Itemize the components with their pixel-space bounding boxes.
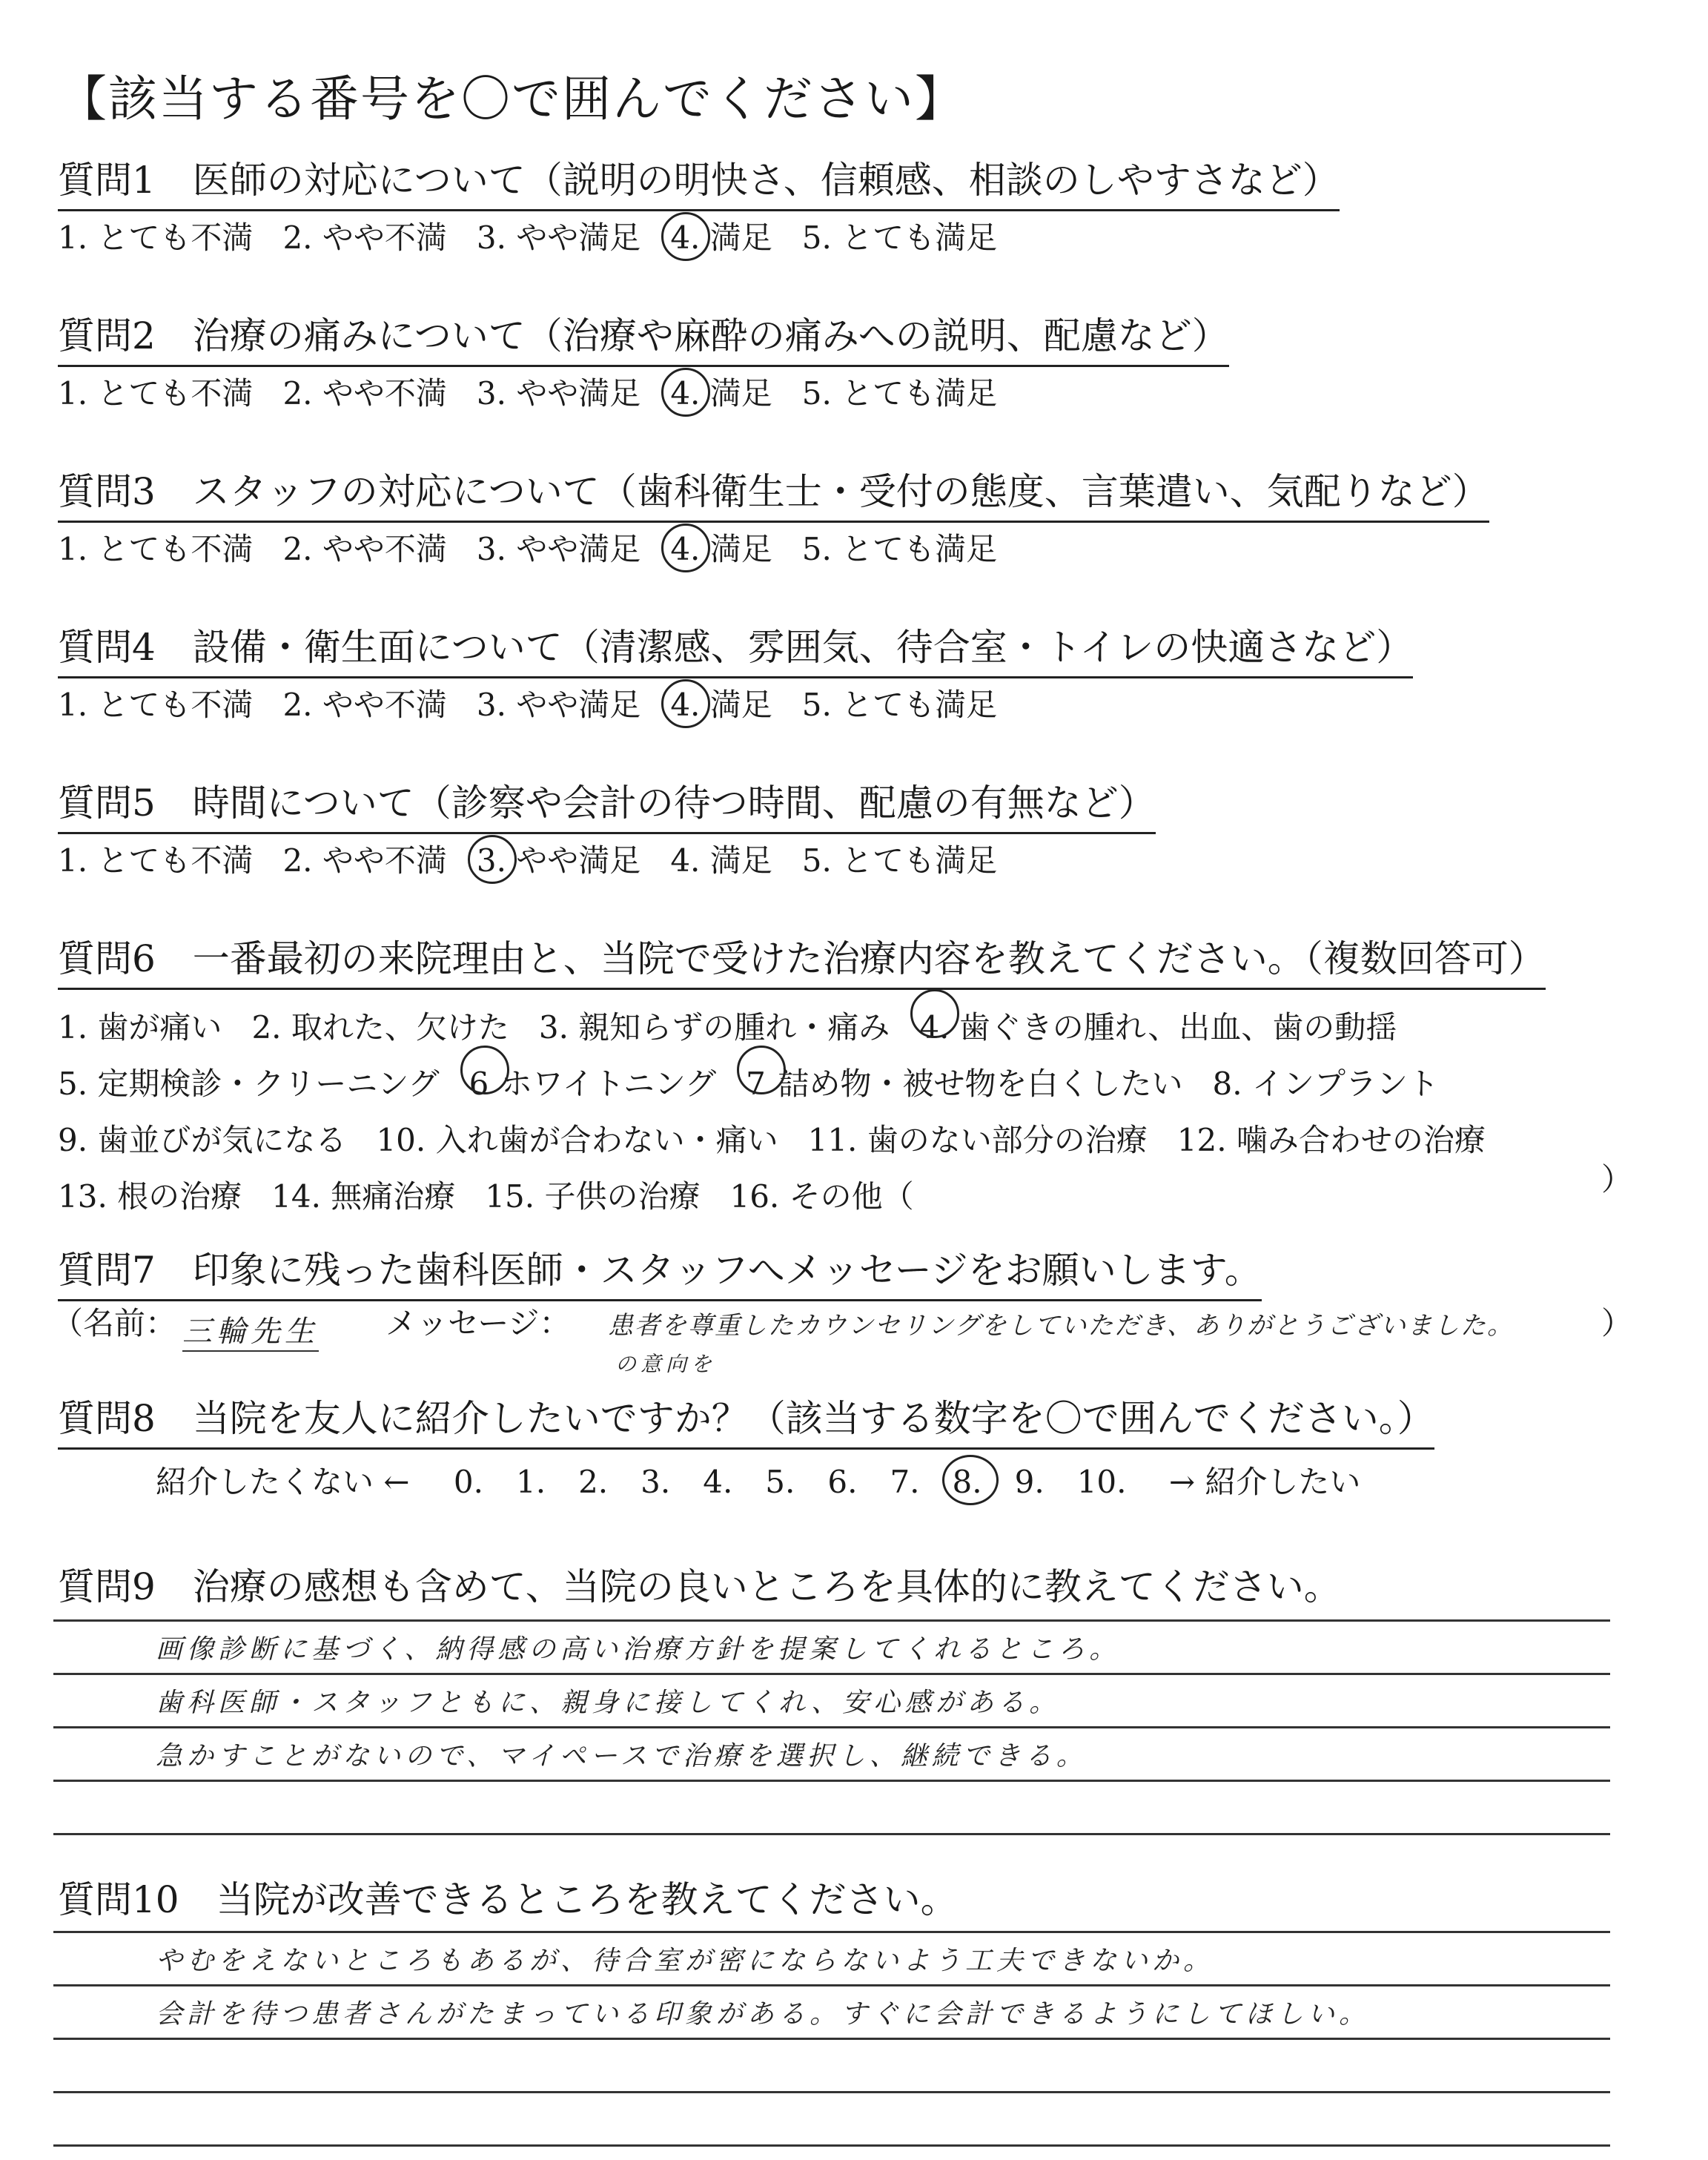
option-label: 満足 <box>700 842 772 879</box>
option-label: 無痛治療 <box>320 1178 456 1215</box>
option-number: 2. <box>282 687 313 723</box>
option[interactable] <box>539 1000 890 1056</box>
option-number: 4. <box>919 1000 949 1056</box>
q9-line <box>53 1673 1610 1675</box>
option-number: 3. <box>476 219 506 256</box>
option-label: 歯が痛い <box>87 1009 222 1046</box>
q10-line <box>53 1931 1610 1933</box>
q7-message-label: メッセージ： <box>385 1305 571 1341</box>
selection-circle <box>942 1455 999 1505</box>
option-number: 12. <box>1176 1122 1227 1158</box>
q9-answer-3: 急かすことがないので、マイペースで治療を選択し、継続できる。 <box>156 1741 1088 1771</box>
option-label: 噛み合わせの治療 <box>1226 1122 1486 1158</box>
option-label: やや満足 <box>506 842 641 879</box>
q1-options <box>58 219 1027 256</box>
option[interactable] <box>476 375 641 412</box>
option-number: 14. <box>271 1178 321 1215</box>
option[interactable] <box>58 1169 242 1225</box>
q9-answer-2: 歯科医師・スタッフともに、親身に接してくれ、安心感がある。 <box>156 1688 1061 1718</box>
option-label: 取れた、欠けた <box>281 1009 509 1046</box>
option-number: 5. <box>801 687 832 723</box>
option-label: 詰め物・被せ物を白くしたい <box>768 1066 1183 1102</box>
q7-message-insert: の意向を <box>615 1352 717 1376</box>
q9-line <box>53 1780 1610 1782</box>
option-number: 16. <box>729 1178 780 1215</box>
option-label: 満足 <box>700 687 772 723</box>
option-number: 3. <box>476 531 506 567</box>
option-label: とても満足 <box>831 219 998 256</box>
q8-scale-value[interactable]: 0. <box>453 1464 483 1500</box>
option-number: 2. <box>282 531 313 567</box>
option[interactable] <box>801 375 998 412</box>
option-label: インプラント <box>1242 1066 1439 1102</box>
q5-options <box>58 842 1027 879</box>
option-number: 2. <box>282 219 313 256</box>
q10-heading: 質問10 当院が改善できるところを教えてください。 <box>58 1878 958 1921</box>
q8-scale-value[interactable]: 4. <box>703 1464 733 1500</box>
option-label: とても満足 <box>831 687 998 723</box>
option-label: やや不満 <box>312 687 447 723</box>
q3-heading: 質問3 スタッフの対応について（歯科衛生士・受付の態度、言葉遣い、気配りなど） <box>58 473 1489 523</box>
option[interactable] <box>801 531 998 567</box>
q8-scale-value[interactable]: 10. <box>1076 1464 1127 1500</box>
option-number: 3. <box>476 687 506 723</box>
q4-options <box>58 687 1027 723</box>
option-selected[interactable] <box>476 842 641 879</box>
option-number: 5. <box>801 219 832 256</box>
option-label: 満足 <box>700 375 772 412</box>
option-label: 定期検診・クリーニング <box>87 1066 440 1102</box>
q9-line <box>53 1619 1610 1622</box>
option[interactable] <box>801 219 998 256</box>
option-label: 歯のない部分の治療 <box>857 1122 1148 1158</box>
option-number: 7 <box>746 1056 768 1112</box>
option-label: やや満足 <box>506 687 641 723</box>
option-number: 2. <box>282 375 313 412</box>
q7-name-value: 三輪先生 <box>182 1308 319 1352</box>
q7-message-value: 患者を尊重したカウンセリングをしていただき、ありがとうございました。 <box>608 1311 1514 1341</box>
option-label: とても満足 <box>831 842 998 879</box>
q7-close-paren: ） <box>1601 1305 1633 1341</box>
option[interactable] <box>58 531 254 567</box>
option[interactable] <box>476 219 641 256</box>
option-number: 8. <box>1212 1066 1242 1102</box>
option[interactable] <box>282 531 447 567</box>
option-number: 5. <box>801 375 832 412</box>
option-label: 満足 <box>700 531 772 567</box>
option-number: 5. <box>801 531 832 567</box>
option-number: 10. <box>376 1122 426 1158</box>
q6-close-paren: ） <box>1601 1161 1633 1198</box>
option-label: とても不満 <box>87 375 254 412</box>
q8-scale-value[interactable]: 7. <box>890 1464 920 1500</box>
q6-options <box>58 1000 1515 1225</box>
q9-line <box>53 1726 1610 1728</box>
q8-scale-value[interactable]: 2. <box>578 1464 609 1500</box>
option-label: やや不満 <box>312 219 447 256</box>
option-label: 子供の治療 <box>534 1178 701 1215</box>
q10-line <box>53 2144 1610 2147</box>
option[interactable] <box>282 687 447 723</box>
q10-line <box>53 2091 1610 2093</box>
option-label: やや不満 <box>312 531 447 567</box>
option[interactable] <box>729 1169 913 1225</box>
q7-name-label: （名前： <box>52 1305 177 1341</box>
page-title: 【該当する番号を〇で囲んでください】 <box>58 70 965 128</box>
option-label: とても不満 <box>87 219 254 256</box>
option-label: やや満足 <box>506 531 641 567</box>
option-label: やや満足 <box>506 375 641 412</box>
option-number: 4. <box>670 219 701 256</box>
q6-option-row <box>58 1000 1515 1056</box>
q3-options <box>58 531 1027 567</box>
option-number: 1. <box>58 842 88 879</box>
option-number: 4. <box>670 375 701 412</box>
option[interactable] <box>801 842 998 879</box>
option[interactable] <box>376 1112 778 1169</box>
q10-line <box>53 2038 1610 2040</box>
option-label: とても満足 <box>831 531 998 567</box>
option[interactable] <box>271 1169 455 1225</box>
option-number: 1. <box>58 375 88 412</box>
option-number: 3. <box>476 375 506 412</box>
option-label: やや満足 <box>506 219 641 256</box>
option-selected[interactable] <box>670 531 772 567</box>
q8-scale-value[interactable]: 6. <box>827 1464 858 1500</box>
option-number: 3. <box>476 842 506 879</box>
q6-heading: 質問6 一番最初の来院理由と、当院で受けた治療内容を教えてください。（複数回答可） <box>58 940 1546 990</box>
q8-scale-value[interactable]: 9. <box>1014 1464 1045 1500</box>
option-number: 4. <box>670 531 701 567</box>
option-number: 9. <box>58 1122 88 1158</box>
option-number: 5. <box>58 1066 88 1102</box>
q8-scale-row <box>156 1458 1360 1502</box>
option-selected[interactable] <box>670 375 772 412</box>
option[interactable] <box>282 842 447 879</box>
option[interactable] <box>58 1000 222 1056</box>
option-label: ホワイトニング <box>491 1066 717 1102</box>
option-number: 2. <box>251 1009 282 1046</box>
option[interactable] <box>58 219 254 256</box>
option-number: 1. <box>58 687 88 723</box>
q8-scale-value[interactable]: 5. <box>765 1464 795 1500</box>
option-label: 歯ぐきの腫れ、出血、歯の動揺 <box>949 1009 1397 1046</box>
option-selected[interactable] <box>670 219 772 256</box>
option-number: 1. <box>58 531 88 567</box>
q9-line <box>53 1833 1610 1835</box>
option-number: 4. <box>670 687 701 723</box>
option-number: 11. <box>807 1122 858 1158</box>
q8-scale-value[interactable]: 3. <box>640 1464 671 1500</box>
option-selected[interactable] <box>670 687 772 723</box>
q8-right-label: → 紹介したい <box>1168 1464 1361 1500</box>
q2-options <box>58 375 1027 412</box>
option-label: やや不満 <box>312 375 447 412</box>
q6-option-row <box>58 1169 1515 1225</box>
option[interactable] <box>282 219 447 256</box>
q9-heading: 質問9 治療の感想も含めて、当院の良いところを具体的に教えてください。 <box>58 1565 1341 1608</box>
option-number: 1. <box>58 1009 88 1046</box>
q10-answer-2: 会計を待つ患者さんがたまっている印象がある。すぐに会計できるようにしてほしい。 <box>156 1999 1371 2029</box>
option[interactable] <box>251 1000 509 1056</box>
option-number: 15. <box>485 1178 535 1215</box>
option[interactable] <box>58 1112 346 1169</box>
option[interactable] <box>801 687 998 723</box>
q9-answer-1: 画像診断に基づく、納得感の高い治療方針を提案してくれるところ。 <box>156 1634 1121 1665</box>
q10-line <box>53 1984 1610 1986</box>
option[interactable] <box>1213 1056 1439 1112</box>
option-label: 入れ歯が合わない・痛い <box>426 1122 778 1158</box>
q8-scale-value[interactable]: 1. <box>515 1464 546 1500</box>
option[interactable] <box>58 1056 440 1112</box>
option-label: 歯並びが気になる <box>87 1122 347 1158</box>
q10-answer-1: やむをえないところもあるが、待合室が密にならないよう工夫できないか。 <box>156 1946 1215 1976</box>
q2-heading: 質問2 治療の痛みについて（治療や麻酔の痛みへの説明、配慮など） <box>58 317 1229 367</box>
option-selected[interactable] <box>919 1000 1397 1056</box>
option[interactable] <box>670 842 772 879</box>
option-label: やや不満 <box>312 842 447 879</box>
option-number: 2. <box>282 842 313 879</box>
option-label: その他（ <box>779 1178 914 1215</box>
q7-heading: 質問7 印象に残った歯科医師・スタッフへメッセージをお願いします。 <box>58 1252 1262 1301</box>
option-label: 親知らずの腫れ・痛み <box>568 1009 890 1046</box>
q5-heading: 質問5 時間について（診察や会計の待つ時間、配慮の有無など） <box>58 785 1156 834</box>
option[interactable] <box>58 842 254 879</box>
q6-option-row <box>58 1112 1515 1169</box>
option-label: とても不満 <box>87 842 254 879</box>
q8-scale <box>454 1464 1159 1500</box>
option-number: 1. <box>58 219 88 256</box>
q1-heading: 質問1 医師の対応について（説明の明快さ、信頼感、相談のしやすさなど） <box>58 162 1340 211</box>
option[interactable] <box>58 687 254 723</box>
q8-heading: 質問8 当院を友人に紹介したいですか？（該当する数字を〇で囲んでください。） <box>58 1400 1434 1450</box>
option-number: 13. <box>58 1178 107 1215</box>
option-selected[interactable] <box>469 1056 717 1112</box>
option-number: 4. <box>670 842 701 879</box>
option-number: 3. <box>538 1009 569 1046</box>
q4-heading: 質問4 設備・衛生面について（清潔感、雰囲気、待合室・トイレの快適さなど） <box>58 629 1413 678</box>
option-number: 5. <box>801 842 832 879</box>
option-label: とても不満 <box>87 531 254 567</box>
q8-left-label: 紹介したくない ← <box>156 1464 410 1500</box>
q6-option-row <box>58 1056 1515 1112</box>
option[interactable] <box>1177 1112 1486 1169</box>
option-label: とても満足 <box>831 375 998 412</box>
option[interactable] <box>282 375 447 412</box>
option[interactable] <box>58 375 254 412</box>
option[interactable] <box>808 1112 1148 1169</box>
q8-scale-value-selected[interactable]: 8. <box>953 1464 982 1500</box>
option-number: 6 <box>469 1056 491 1112</box>
option-selected[interactable] <box>746 1056 1182 1112</box>
option-label: 満足 <box>700 219 772 256</box>
option-label: とても不満 <box>87 687 254 723</box>
option[interactable] <box>485 1169 700 1225</box>
option-label: 根の治療 <box>107 1178 242 1215</box>
option[interactable] <box>476 687 641 723</box>
option[interactable] <box>476 531 641 567</box>
